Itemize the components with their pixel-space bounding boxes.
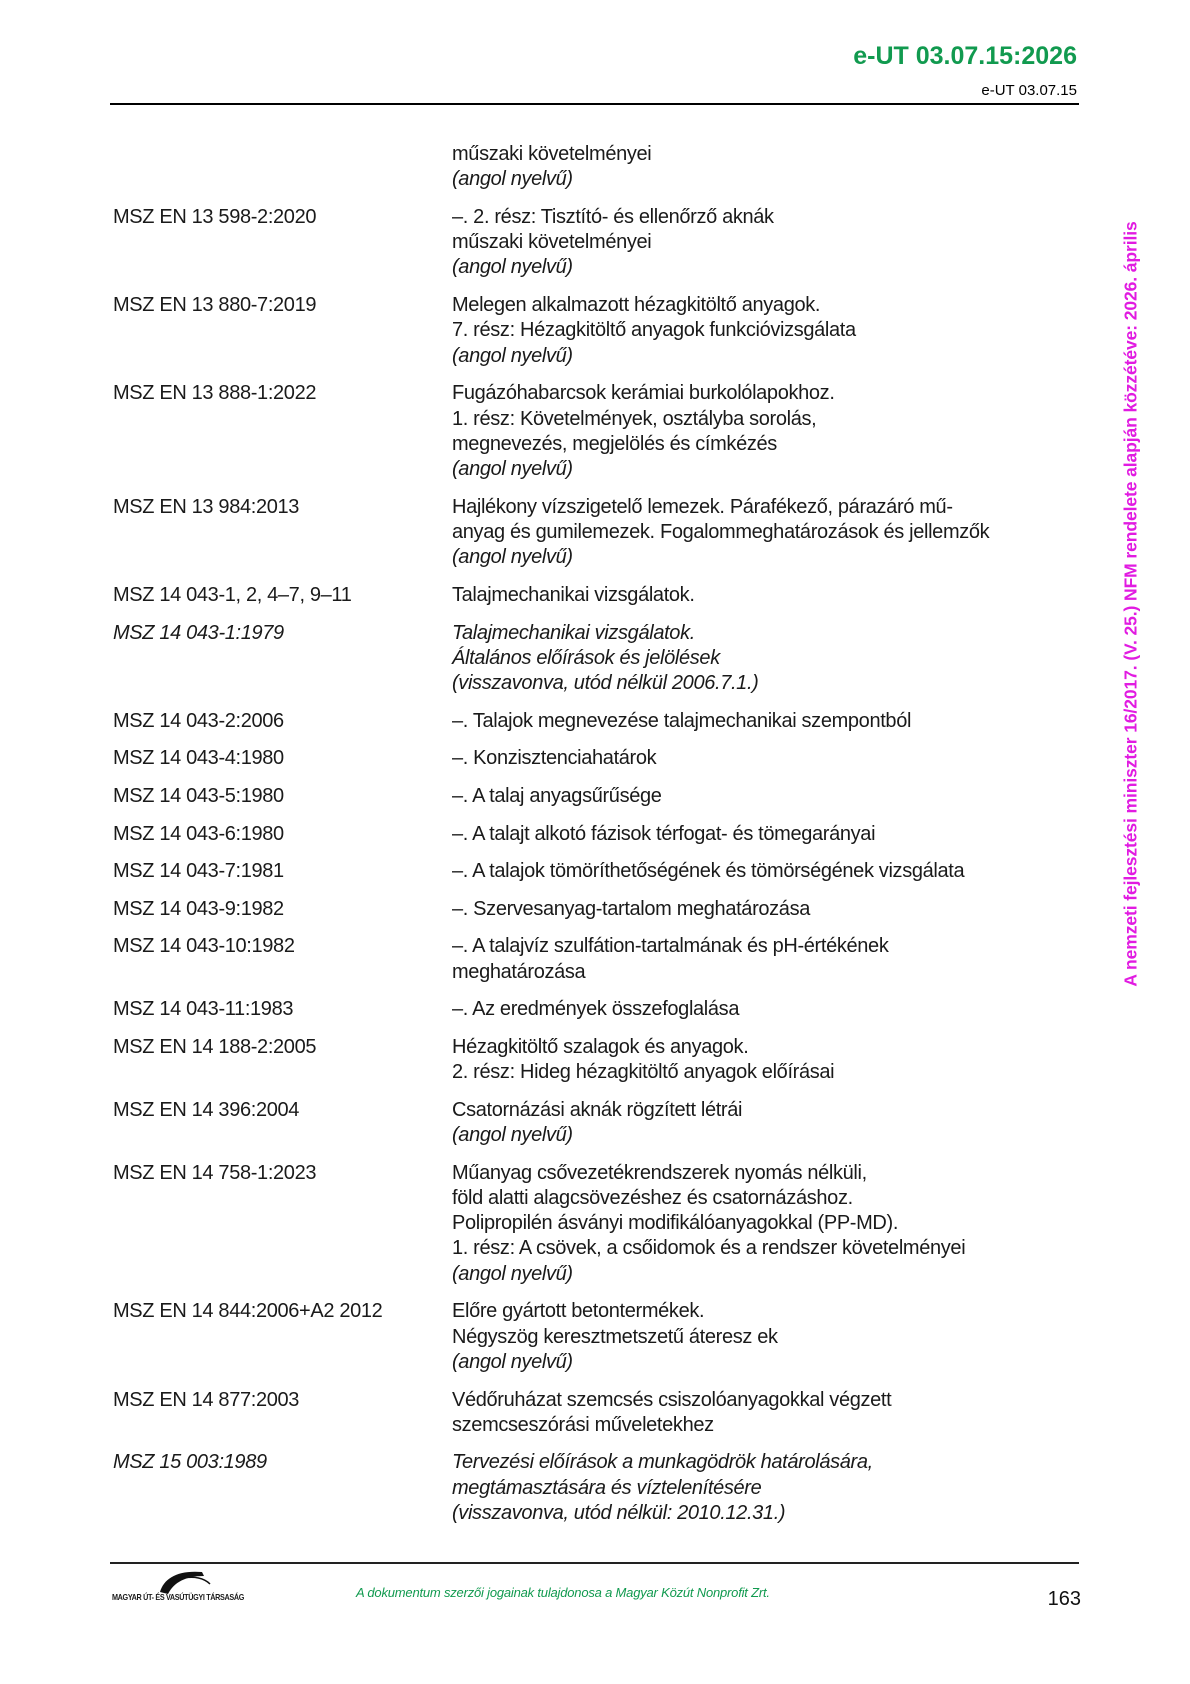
standard-title <box>452 997 1073 1022</box>
standard-title-line: (angol nyelvű) <box>452 458 573 481</box>
standard-row <box>113 859 1073 884</box>
standard-row <box>113 997 1073 1022</box>
standard-title-line: (angol nyelvű) <box>452 1350 573 1373</box>
standard-title <box>452 1161 1073 1287</box>
standard-title-line: (angol nyelvű) <box>452 546 573 569</box>
standard-title-line: (angol nyelvű) <box>452 1123 573 1146</box>
standard-title <box>452 293 1073 369</box>
standard-title-line: –. A talajt alkotó fázisok térfogat- és tömegarányai <box>452 822 876 845</box>
document-code-subtitle: e-UT 03.07.15 <box>981 82 1077 99</box>
standard-title-line: Tervezési előírások a munkagödrök határolására, <box>452 1451 873 1474</box>
standard-title <box>452 1388 1073 1439</box>
standard-row <box>113 495 1073 571</box>
standard-row <box>113 381 1073 482</box>
standard-title <box>452 381 1073 482</box>
standard-code: MSZ 14 043-7:1981 <box>113 860 284 883</box>
standard-title-line: –. A talaj anyagsűrűsége <box>452 784 662 807</box>
standard-title-line: Előre gyártott betontermékek. <box>452 1300 705 1323</box>
standard-title-line: meghatározása <box>452 960 586 983</box>
standard-title-line: (visszavonva, utód nélkül: 2010.12.31.) <box>452 1502 786 1524</box>
standard-title <box>452 746 1073 771</box>
standard-title-line: szemcseszórási műveletekhez <box>452 1413 714 1436</box>
standard-title-line: 2. rész: Hideg hézagkitöltő anyagok előírásai <box>452 1061 835 1084</box>
standard-title <box>452 621 1073 697</box>
standard-title-line: Melegen alkalmazott hézagkitöltő anyagok. <box>452 294 821 317</box>
standard-title <box>452 583 1073 608</box>
standard-code: MSZ EN 14 188-2:2005 <box>113 1035 317 1058</box>
standard-code: MSZ 14 043-11:1983 <box>113 998 294 1021</box>
standard-row <box>113 621 1073 697</box>
logo-text: MAGYAR ÚT- ÉS VASÚTÜGYI TÁRSASÁG <box>112 1592 245 1602</box>
standard-title-line: megnevezés, megjelölés és címkézés <box>452 432 777 455</box>
standard-title-line: (angol nyelvű) <box>452 344 573 367</box>
standard-title-line: Hajlékony vízszigetelő lemezek. Párafékező, párazáró mű- <box>452 495 953 518</box>
standard-code: MSZ 14 043-10:1982 <box>113 935 295 958</box>
standard-title-line: –. 2. rész: Tisztító- és ellenőrző aknák <box>452 205 774 228</box>
standard-title <box>452 822 1073 847</box>
standard-title-line: Fugázóhabarcsok kerámiai burkolólapokhoz. <box>452 382 835 405</box>
standard-title-line: Négyszög keresztmetszetű áteresz ek <box>452 1325 778 1348</box>
standard-title-line: –. A talajok tömöríthetőségének és tömörségének vizsgálata <box>452 860 965 883</box>
standard-title-line: műszaki követelményei <box>452 143 652 165</box>
standard-title-line: Hézagkitöltő szalagok és anyagok. <box>452 1035 749 1058</box>
standard-title-line: anyag és gumilemezek. Fogalommeghatározások és jellemzők <box>452 521 990 544</box>
standard-title-line: 7. rész: Hézagkitöltő anyagok funkcióvizsgálata <box>452 319 856 342</box>
standard-title <box>452 1098 1073 1149</box>
standard-code: MSZ 14 043-6:1980 <box>113 822 284 845</box>
standard-title <box>452 1299 1073 1375</box>
standard-code: MSZ 14 043-5:1980 <box>113 784 284 807</box>
society-logo <box>112 1568 262 1608</box>
standard-row <box>113 822 1073 847</box>
standard-row <box>113 142 1073 193</box>
standard-title <box>452 784 1073 809</box>
standard-row <box>113 934 1073 985</box>
standard-title-line: Csatornázási aknák rögzített létrái <box>452 1098 743 1121</box>
standard-row <box>113 1098 1073 1149</box>
standard-row <box>113 1035 1073 1086</box>
standard-code: MSZ 14 043-2:2006 <box>113 709 284 732</box>
standard-title-line: Védőruházat szemcsés csiszolóanyagokkal végzett <box>452 1388 892 1411</box>
standard-code: MSZ 15 003:1989 <box>113 1451 267 1474</box>
standard-title-line: megtámasztására és víztelenítésére <box>452 1476 762 1499</box>
standard-title <box>452 1450 1073 1526</box>
standard-title <box>452 495 1073 571</box>
standard-title-line: 1. rész: Követelmények, osztályba sorolás, <box>452 407 817 430</box>
standard-title-line: (angol nyelvű) <box>452 1262 573 1285</box>
standard-title-line: Általános előírások és jelölések <box>452 646 720 669</box>
standard-title-line: (visszavonva, utód nélkül 2006.7.1.) <box>452 672 759 695</box>
standard-row <box>113 784 1073 809</box>
standard-title-line: Polipropilén ásványi modifikálóanyagokkal (PP-MD). <box>452 1212 899 1235</box>
standard-code: MSZ 14 043-1, 2, 4–7, 9–11 <box>113 583 352 606</box>
road-logo-icon <box>154 1568 214 1594</box>
standard-title-line: –. A talajvíz szulfátion-tartalmának és pH-értékének <box>452 935 889 958</box>
standard-title <box>452 897 1073 922</box>
standard-code: MSZ 14 043-4:1980 <box>113 747 284 770</box>
standard-code: MSZ EN 13 984:2013 <box>113 495 300 518</box>
standard-title-line: –. Az eredmények összefoglalása <box>452 998 740 1021</box>
standard-row <box>113 746 1073 771</box>
standard-code: MSZ 14 043-9:1982 <box>113 897 284 920</box>
page-number: 163 <box>1047 1588 1081 1610</box>
standard-row <box>113 205 1073 281</box>
standard-row <box>113 1299 1073 1375</box>
standard-title <box>452 1035 1073 1086</box>
standard-row <box>113 709 1073 734</box>
standard-row <box>113 583 1073 608</box>
document-code-title: e-UT 03.07.15:2026 <box>853 42 1077 70</box>
standard-title-line: –. Szervesanyag-tartalom meghatározása <box>452 897 810 920</box>
standard-code: MSZ EN 14 844:2006+A2 2012 <box>113 1300 383 1323</box>
standard-code: MSZ EN 13 888-1:2022 <box>113 382 317 405</box>
standard-title-line: műszaki követelményei <box>452 231 652 254</box>
standard-code: MSZ EN 13 598-2:2020 <box>113 205 317 228</box>
standard-row <box>113 1388 1073 1439</box>
standard-code <box>113 142 452 193</box>
standard-row <box>113 897 1073 922</box>
standard-title <box>452 205 1073 281</box>
standards-list <box>113 142 1073 1539</box>
standard-title <box>452 709 1073 734</box>
standard-title-line: 1. rész: A csövek, a csőidomok és a rendszer követelményei <box>452 1237 966 1260</box>
standard-row <box>113 293 1073 369</box>
standard-title-line: Talajmechanikai vizsgálatok. <box>452 621 695 644</box>
standard-title-line: Műanyag csővezetékrendszerek nyomás nélküli, <box>452 1161 867 1184</box>
standard-title <box>452 934 1073 985</box>
standard-title-line: –. Konzisztenciahatárok <box>452 747 657 770</box>
standard-title-line: (angol nyelvű) <box>452 256 573 279</box>
publication-side-note: A nemzeti fejlesztési miniszter 16/2017. (V. 25.) NFM rendelete alapján közzétéve: 2026. április <box>1120 221 1141 987</box>
standard-code: MSZ EN 14 758-1:2023 <box>113 1161 317 1184</box>
standard-code: MSZ EN 13 880-7:2019 <box>113 294 317 317</box>
standard-title-line: (angol nyelvű) <box>452 168 573 191</box>
standard-code: MSZ EN 14 877:2003 <box>113 1388 300 1411</box>
standard-title-line: Talajmechanikai vizsgálatok. <box>452 583 695 606</box>
header-divider <box>110 103 1079 105</box>
standard-row <box>113 1161 1073 1287</box>
standard-title-line: föld alatti alagcsövezéshez és csatornázáshoz. <box>452 1186 853 1209</box>
standard-title <box>452 859 1073 884</box>
standard-code: MSZ EN 14 396:2004 <box>113 1098 300 1121</box>
footer-divider <box>110 1562 1079 1564</box>
copyright-notice: A dokumentum szerzői jogainak tulajdonosa a Magyar Közút Nonprofit Zrt. <box>356 1585 770 1600</box>
standard-title <box>452 142 1073 193</box>
standard-code: MSZ 14 043-1:1979 <box>113 621 284 644</box>
standard-row <box>113 1450 1073 1526</box>
standard-title-line: –. Talajok megnevezése talajmechanikai szempontból <box>452 709 912 732</box>
